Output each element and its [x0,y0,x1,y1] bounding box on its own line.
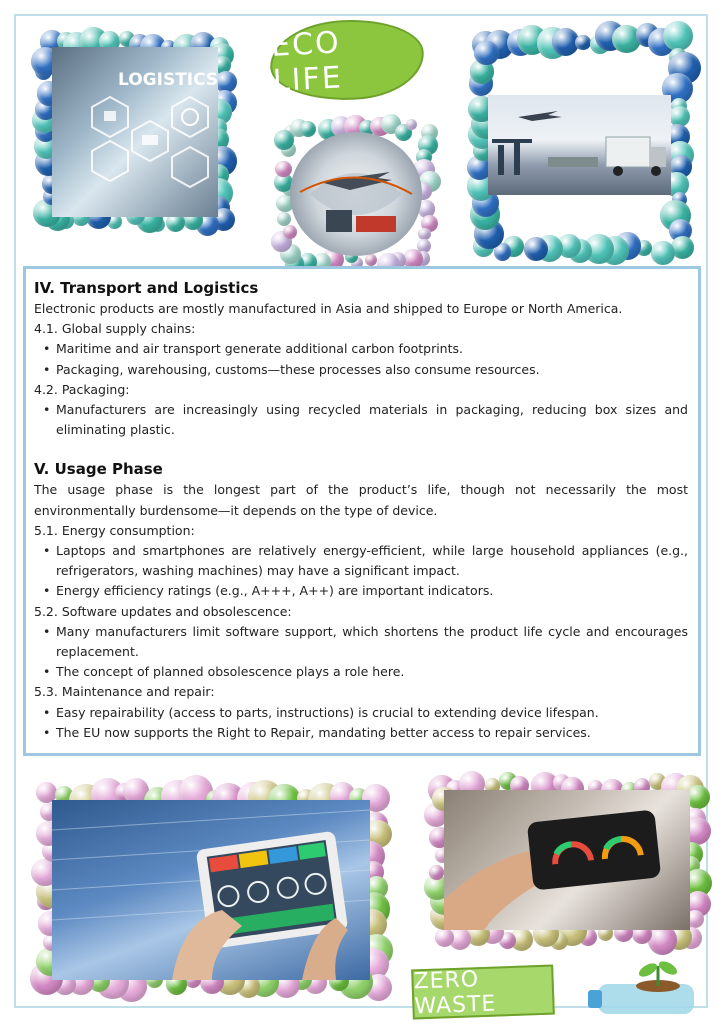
list-item: • Many manufacturers limit software support, which shortens the product life cycle and encourages replacement. [56,622,688,662]
zero-waste-logo: ZERO WASTE [411,965,555,1020]
bottle-sprout-icon [588,960,712,1016]
list-item: • Easy repairability (access to parts, instructions) is crucial to extending device lifespan. [56,703,688,723]
section-5-intro: The usage phase is the longest part of the product’s life, though not necessarily the most environmentally burdensome—it depends on the type of device. [34,482,688,518]
decorative-bubble [651,241,675,265]
section-spacer [34,440,688,458]
phone-meter-photo [444,790,690,930]
list-item: • Maritime and air transport generate additional carbon footprints. [56,339,688,359]
globe-transport-graphic [290,132,422,256]
subsection-5-2-list [34,622,688,683]
port-truck-graphic [488,95,671,195]
phone-meter-graphic [444,790,690,930]
logistics-photo [52,47,218,217]
port-truck-photo [488,95,671,195]
section-5-title: V. Usage Phase [34,460,163,479]
section-4-intro: Electronic products are mostly manufactured in Asia and shipped to Europe or North America. [34,301,623,316]
decorative-bubble [274,130,294,150]
subsection-5-2-heading: 5.2. Software updates and obsolescence: [34,603,292,619]
subsection-5-1-list [34,541,688,602]
logistics-hexagon-graphic [52,47,218,217]
logistics-overlay-text: LOGISTICS [118,70,218,90]
list-item: • Laptops and smartphones are relatively energy-efficient, while large household appliances (e.g., refrigerators, washing machines) may have a significant impact. [56,541,688,581]
subsection-4-2-list [34,400,688,440]
decorative-bubble [435,928,454,947]
list-item: • Packaging, warehousing, customs—these processes also consume resources. [56,360,688,380]
list-item: • The concept of planned obsolescence plays a role here. [56,662,688,682]
subsection-4-2-heading: 4.2. Packaging: [34,381,130,397]
list-item: • The EU now supports the Right to Repair, mandating better access to repair services. [56,723,688,743]
subsection-4-1-list [34,339,688,379]
decorative-bubble [575,35,591,51]
subsection-5-3-heading: 5.3. Maintenance and repair: [34,684,215,700]
tablet-energy-photo [52,800,370,980]
subsection-5-3-list [34,703,688,743]
list-item: • Energy efficiency ratings (e.g., A+++, A++) are important indicators. [56,581,688,601]
decorative-bubble [429,865,444,880]
tablet-graphic [52,800,370,980]
subsection-4-1-heading: 4.1. Global supply chains: [34,321,196,337]
decorative-bubble [275,161,292,178]
globe-transport-photo [290,132,422,256]
main-text-box [23,266,701,756]
subsection-5-1-heading: 5.1. Energy consumption: [34,522,195,538]
section-4-title: IV. Transport and Logistics [34,279,259,297]
eco-life-logo: ECO LIFE [268,16,426,104]
list-item: • Manufacturers are increasingly using recycled materials in packaging, reducing box sizes and eliminating plastic. [56,400,688,440]
